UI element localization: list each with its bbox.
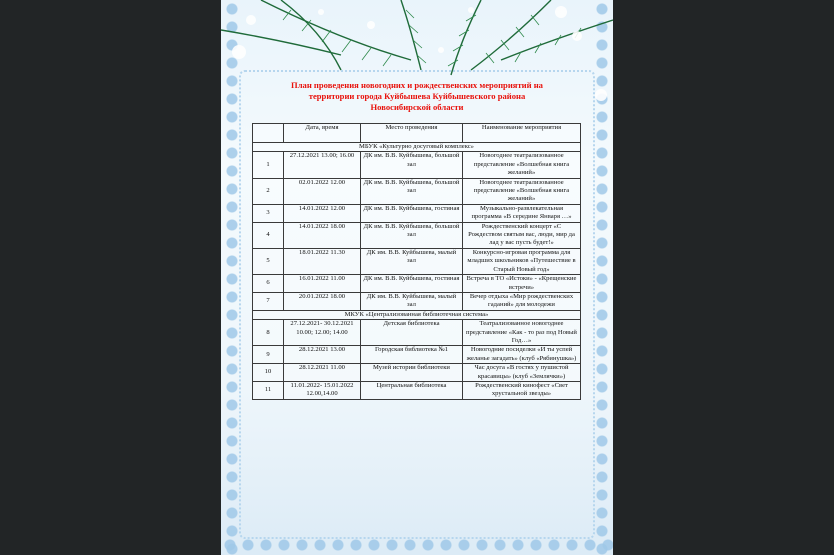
row-place: ДК им. В.В. Куйбышева, большой зал <box>361 222 463 248</box>
row-date: 18.01.2022 11.30 <box>284 248 361 274</box>
table-row <box>253 346 581 364</box>
row-number: 8 <box>253 320 284 346</box>
row-number: 5 <box>253 248 284 274</box>
row-date: 14.01.2022 18.00 <box>284 222 361 248</box>
row-number: 10 <box>253 364 284 382</box>
row-date: 28.12.2021 11.00 <box>284 364 361 382</box>
table-row <box>253 248 581 274</box>
row-date: 20.01.2022 18.00 <box>284 292 361 310</box>
row-event: Новогоднее театрализованное представление «Волшебная книга желаний» <box>463 152 581 178</box>
row-date: 11.01.2022- 15.01.2022 12.00,14.00 <box>284 381 361 399</box>
row-date: 27.12.2021 13.00; 16.00 <box>284 152 361 178</box>
section-title: МБУК «Культурно досуговый комплекс» <box>253 143 581 152</box>
row-number: 1 <box>253 152 284 178</box>
row-event: Новогоднее театрализованное представление «Волшебная книга желаний» <box>463 178 581 204</box>
row-place: ДК им. В.В. Куйбышева, гостиная <box>361 204 463 222</box>
row-number: 9 <box>253 346 284 364</box>
table-row <box>253 381 581 399</box>
table-row <box>253 275 581 293</box>
row-number: 6 <box>253 275 284 293</box>
table-row <box>253 292 581 310</box>
row-place: Музей истории библиотеки <box>361 364 463 382</box>
row-event: Вечер отдыха «Мир рождественских гаданий» для молодежи <box>463 292 581 310</box>
row-place: Городская библиотека №1 <box>361 346 463 364</box>
row-number: 4 <box>253 222 284 248</box>
row-place: ДК им. В.В. Куйбышева, гостиная <box>361 275 463 293</box>
row-event: Рождественский кинофест «Свет хрустальной звезды» <box>463 381 581 399</box>
document-page <box>221 0 613 555</box>
section-header-row <box>253 143 581 152</box>
title-line: Новосибирской области <box>370 102 464 112</box>
row-event: Рождественский концерт «С Рождеством святым вас, люди, мир да лад у вас пусть будет!» <box>463 222 581 248</box>
header-date: Дата, время <box>284 124 361 143</box>
row-place: Детская библиотека <box>361 320 463 346</box>
row-number: 11 <box>253 381 284 399</box>
row-date: 02.01.2022 12.00 <box>284 178 361 204</box>
row-event: Музыкально-развлекательная программа «В середине Января …» <box>463 204 581 222</box>
row-number: 2 <box>253 178 284 204</box>
section-title: МКУК «Централизованная библиотечная система» <box>253 310 581 319</box>
header-place: Место проведения <box>361 124 463 143</box>
row-event: Час досуга «В гостях у пушистой красавицы» (клуб «Землячки») <box>463 364 581 382</box>
table-header-row <box>253 124 581 143</box>
row-place: Центральная библиотека <box>361 381 463 399</box>
schedule-table <box>252 123 581 400</box>
table-row <box>253 364 581 382</box>
row-place: ДК им. В.В. Куйбышева, большой зал <box>361 152 463 178</box>
row-date: 27.12.2021- 30.12.2021 10.00; 12.00; 14.00 <box>284 320 361 346</box>
header-event: Наименование мероприятия <box>463 124 581 143</box>
header-number <box>253 124 284 143</box>
row-place: ДК им. В.В. Куйбышева, малый зал <box>361 248 463 274</box>
row-place: ДК им. В.В. Куйбышева, большой зал <box>361 178 463 204</box>
document-title <box>261 80 573 113</box>
table-row <box>253 222 581 248</box>
table-row <box>253 152 581 178</box>
row-event: Театрализованное новогоднее представление «Как - то раз под Новый Год…» <box>463 320 581 346</box>
row-number: 7 <box>253 292 284 310</box>
row-date: 28.12.2021 13.00 <box>284 346 361 364</box>
row-date: 14.01.2022 12.00 <box>284 204 361 222</box>
table-row <box>253 320 581 346</box>
row-event: Встреча в ТО «Истоки» - «Крещенские встречи» <box>463 275 581 293</box>
row-date: 16.01.2022 11.00 <box>284 275 361 293</box>
row-place: ДК им. В.В. Куйбышева, малый зал <box>361 292 463 310</box>
table-row <box>253 204 581 222</box>
section-header-row <box>253 310 581 319</box>
row-number: 3 <box>253 204 284 222</box>
row-event: Новогодние посиделки «И ты успей желанье загадать» (клуб «Рябинушка») <box>463 346 581 364</box>
title-line: План проведения новогодних и рождественских мероприятий на <box>291 80 543 90</box>
title-line: территории города Куйбышева Куйбышевского района <box>308 91 526 101</box>
row-event: Конкурсно-игровая программа для младших школьников «Путешествие в Старый Новый год» <box>463 248 581 274</box>
table-row <box>253 178 581 204</box>
